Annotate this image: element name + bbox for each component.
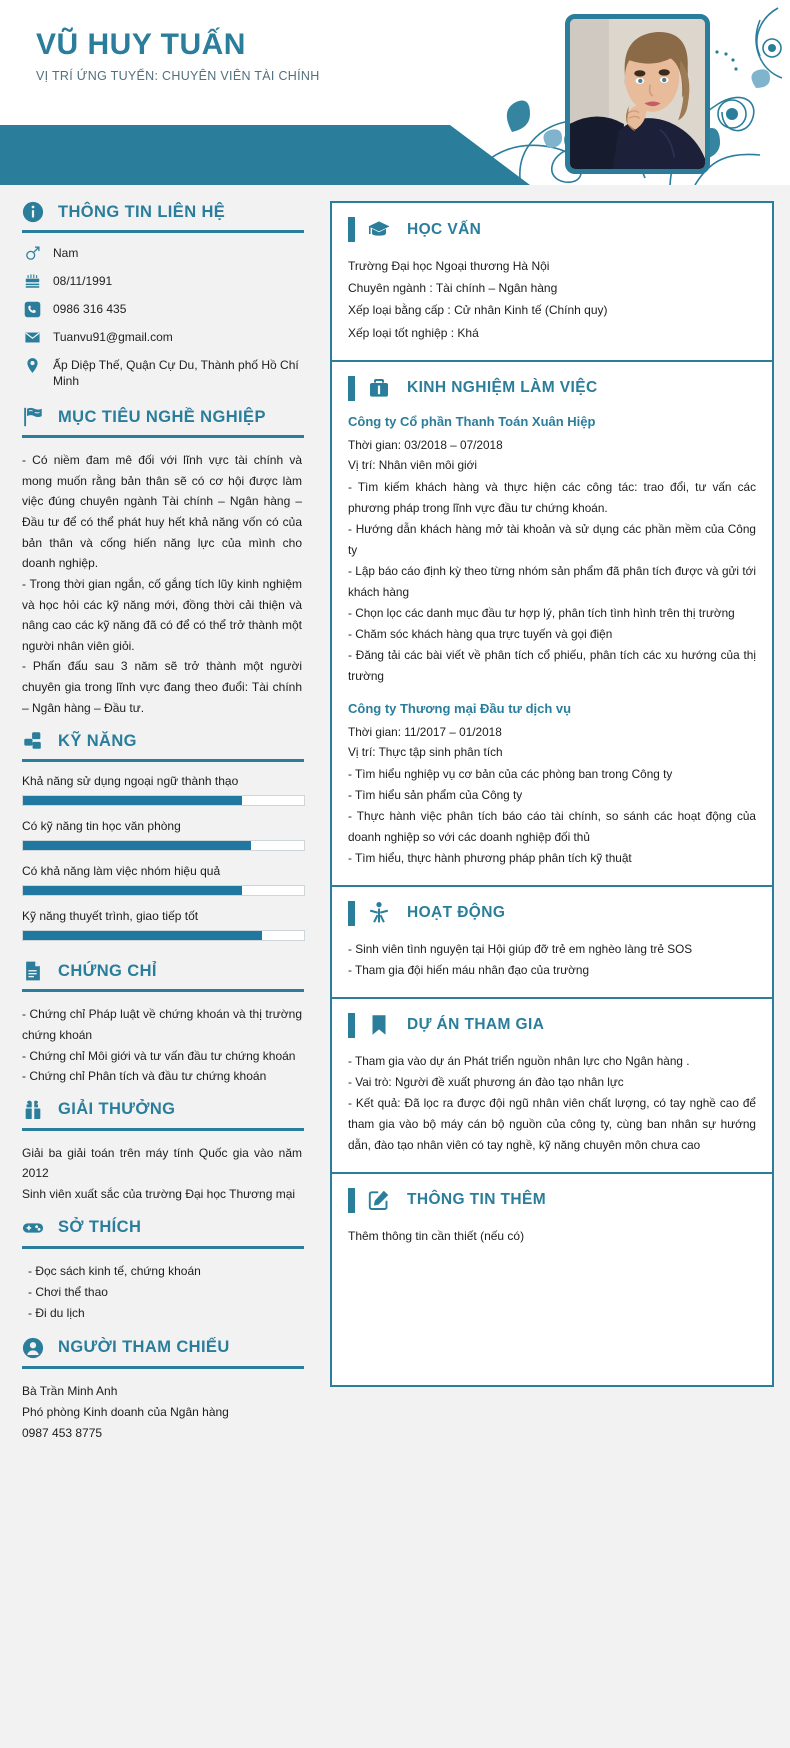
section-activities-header (348, 901, 756, 926)
phone-icon (24, 301, 41, 318)
section-experience-title: KINH NGHIỆM LÀM VIỆC (407, 379, 598, 397)
certificate-item: - Chứng chỉ Môi giới và tư vấn đầu tư chứng khoán (22, 1048, 296, 1063)
graduation-cap-icon (367, 218, 391, 242)
job-period: Thời gian: 03/2018 – 07/2018 (348, 437, 503, 452)
accent-bar (348, 1188, 355, 1213)
section-additional-header (348, 1188, 756, 1213)
birthday-cake-icon (24, 273, 41, 290)
edit-note-icon (367, 1188, 391, 1212)
section-references-header (22, 1337, 304, 1363)
accent-bar (348, 376, 355, 401)
section-projects-header (348, 1013, 756, 1038)
section-certificates (22, 960, 304, 1087)
job-bullet: - Tìm kiếm khách hàng và thực hiện các công tác: trao đổi, tư vấn các phương pháp trong lĩnh vực đầu tư chứng khoán. (348, 479, 756, 515)
cv-header (0, 0, 790, 185)
avatar (565, 14, 710, 174)
divider (22, 230, 304, 233)
activities-list (348, 939, 756, 981)
reference-details (22, 1381, 304, 1444)
objective-body (22, 450, 304, 718)
contact-value: 0986 316 435 (53, 302, 127, 316)
company-name: Công ty Cổ phần Thanh Toán Xuân Hiệp (348, 413, 596, 429)
cv-body (0, 185, 790, 1480)
skill-item (22, 864, 304, 896)
contact-item-birthday (24, 273, 304, 290)
section-awards (22, 1099, 304, 1205)
contact-value: Nam (53, 246, 79, 260)
name-block (36, 28, 320, 83)
awards-list (22, 1143, 304, 1205)
document-icon (22, 960, 44, 982)
project-item: - Kết quả: Đã lọc ra được đội ngũ nhân viên chất lượng, có tay nghề cao để tham gia vào bộ máy cán bộ nguồn của công ty, cùng ban nhân sự hướng dẫn, đào tạo nhân viên có tay nghề, kỹ năng chuyên môn chưa cao (348, 1095, 756, 1152)
section-references (22, 1337, 304, 1444)
job-bullet: - Tìm hiểu nghiệp vụ cơ bản của các phòng ban trong Công ty (348, 766, 673, 781)
section-certificates-title: CHỨNG CHỈ (58, 961, 157, 980)
divider (22, 1128, 304, 1131)
education-line: Xếp loại tốt nghiệp : Khá (348, 325, 479, 340)
section-activities-title: HOẠT ĐỘNG (407, 904, 506, 922)
header-color-band (0, 125, 560, 185)
skill-label: Có khả năng làm việc nhóm hiệu quả (22, 864, 221, 879)
hobby-item: - Đi du lịch (28, 1306, 85, 1321)
section-references-title: NGƯỜI THAM CHIẾU (58, 1338, 230, 1357)
activity-item: - Tham gia đội hiến máu nhân đạo của trường (348, 962, 590, 977)
additional-list (348, 1226, 756, 1247)
contact-item-address (24, 357, 304, 389)
reference-name: Bà Trần Minh Anh (22, 1383, 118, 1398)
contact-item-email (24, 329, 304, 346)
education-line: Chuyên ngành : Tài chính – Ngân hàng (348, 281, 558, 296)
divider (22, 989, 304, 992)
briefcase-icon (367, 376, 391, 400)
award-item: Giải ba giải toán trên máy tính Quốc gia vào năm 2012 (22, 1145, 302, 1181)
divider (22, 1366, 304, 1369)
hobbies-list (22, 1261, 304, 1325)
section-hobbies (22, 1217, 304, 1325)
experience-entry (348, 701, 756, 869)
skill-progress-bar (22, 930, 305, 941)
gamepad-icon (22, 1217, 44, 1239)
education-line: Trường Đại học Ngoại thương Hà Nội (348, 259, 550, 273)
education-line: Xếp loại bằng cấp : Cử nhân Kinh tế (Chính quy) (348, 303, 608, 318)
skill-item (22, 819, 304, 851)
skill-progress-bar (22, 840, 305, 851)
contact-value: Tuanvu91@gmail.com (53, 330, 173, 344)
right-content (320, 185, 790, 1415)
section-awards-title: GIẢI THƯỞNG (58, 1100, 176, 1119)
skill-progress-fill (23, 841, 251, 850)
person-circle-icon (22, 1337, 44, 1359)
accent-bar (348, 1013, 355, 1038)
section-objective-header (22, 406, 304, 432)
divider (22, 1246, 304, 1249)
project-item: - Tham gia vào dự án Phát triển nguồn nhân lực cho Ngân hàng . (348, 1053, 690, 1068)
section-education-header (348, 217, 756, 242)
certificate-item: - Chứng chỉ Pháp luật về chứng khoán và thị trường chứng khoán (22, 1007, 302, 1042)
award-item: Sinh viên xuất sắc của trường Đại học Thương mại (22, 1187, 296, 1202)
job-bullet: - Thực hành việc phân tích báo cáo tài chính, so sánh các hoạt động của doanh nghiệp so với các doanh nghiệp đối thủ (348, 808, 756, 844)
reference-role: Phó phòng Kinh doanh của Ngân hàng (22, 1404, 229, 1419)
card-education (330, 201, 774, 362)
info-icon (22, 201, 44, 223)
section-awards-header (22, 1099, 304, 1125)
certificate-item: - Chứng chỉ Phân tích và đầu tư chứng khoán (22, 1069, 267, 1084)
section-hobbies-title: SỞ THÍCH (58, 1218, 142, 1237)
skill-label: Kỹ năng thuyết trình, giao tiếp tốt (22, 909, 199, 924)
section-objective-title: MỤC TIÊU NGHỀ NGHIỆP (58, 407, 266, 426)
location-pin-icon (24, 357, 41, 374)
contact-list (22, 245, 304, 389)
section-certificates-header (22, 960, 304, 986)
section-objective (22, 406, 304, 718)
card-experience (330, 360, 774, 887)
additional-item: Thêm thông tin cần thiết (nếu có) (348, 1228, 525, 1243)
skill-progress-bar (22, 885, 305, 896)
section-contact-header (22, 201, 304, 227)
skill-label: Có kỹ năng tin học văn phòng (22, 819, 181, 834)
email-icon (24, 329, 41, 346)
blocks-icon (22, 730, 44, 752)
section-skills-title: KỸ NĂNG (58, 731, 137, 750)
hobby-item: - Đọc sách kinh tế, chứng khoán (28, 1263, 201, 1278)
section-skills-header (22, 730, 304, 756)
job-bullet-list (348, 477, 756, 687)
contact-value: Ấp Diệp Thế, Quận Cự Du, Thành phố Hồ Chí Minh (53, 358, 299, 388)
experience-entry (348, 414, 756, 687)
skill-progress-fill (23, 796, 242, 805)
profile-photo (570, 19, 705, 169)
accent-bar (348, 217, 355, 242)
divider (22, 759, 304, 762)
contact-item-phone (24, 301, 304, 318)
section-contact (22, 201, 304, 389)
skill-progress-bar (22, 795, 305, 806)
accent-bar (348, 901, 355, 926)
job-bullet: - Đăng tải các bài viết về phân tích cổ phiếu, phân tích các xu hướng của thị trường (348, 647, 756, 683)
job-bullet: - Tìm hiểu sản phẩm của Công ty (348, 787, 523, 802)
section-contact-title: THÔNG TIN LIÊN HỆ (58, 202, 226, 221)
left-sidebar (0, 185, 320, 1480)
bookmark-icon (367, 1013, 391, 1037)
section-experience-header (348, 376, 756, 401)
skill-label: Khả năng sử dụng ngoại ngữ thành thạo (22, 774, 239, 789)
job-bullet-list (348, 764, 756, 869)
skill-item (22, 774, 304, 806)
contact-value: 08/11/1991 (53, 274, 113, 288)
objective-paragraph: - Trong thời gian ngắn, cố gắng tích lũy kinh nghiệm và học hỏi các kỹ năng mới, đồng thời cải thiện và nâng cao các kỹ năng đã có để có thể trở thành một người nhân viên giỏi. (22, 576, 302, 653)
section-education-title: HỌC VẤN (407, 220, 482, 238)
card-activities (330, 885, 774, 999)
job-role: Vị trí: Nhân viên môi giới (348, 457, 478, 472)
job-bullet: - Lập báo cáo định kỳ theo từng nhóm sản phẩm đã phân tích được và gửi tới khách hàng (348, 563, 756, 599)
projects-list (348, 1051, 756, 1156)
activity-item: - Sinh viên tình nguyện tại Hội giúp đỡ trẻ em nghèo làng trẻ SOS (348, 941, 693, 956)
project-item: - Vai trò: Người đề xuất phương án đào tạo nhân lực (348, 1074, 624, 1089)
job-period: Thời gian: 11/2017 – 01/2018 (348, 724, 502, 739)
company-name: Công ty Thương mại Đầu tư dịch vụ (348, 700, 572, 716)
job-bullet: - Hướng dẫn khách hàng mở tài khoản và sử dụng các phần mềm của Công ty (348, 521, 756, 557)
job-bullet: - Chăm sóc khách hàng qua trực tuyến và gọi điện (348, 626, 613, 641)
reference-phone: 0987 453 8775 (22, 1425, 103, 1440)
card-projects (330, 997, 774, 1174)
job-bullet: - Tìm hiểu, thực hành phương pháp phân tích kỹ thuật (348, 850, 632, 865)
person-raised-arms-icon (367, 901, 391, 925)
education-list (348, 255, 756, 344)
gift-icon (22, 1099, 44, 1121)
section-skills (22, 730, 304, 941)
job-bullet: - Chọn lọc các danh mục đầu tư hợp lý, phân tích tình hình trên thị trường (348, 605, 735, 620)
skill-progress-fill (23, 931, 262, 940)
applied-position: VỊ TRÍ ỨNG TUYỂN: CHUYÊN VIÊN TÀI CHÍNH (36, 68, 320, 83)
objective-paragraph: - Có niềm đam mê đối với lĩnh vực tài chính và mong muốn rằng bản thân sẽ có cơ hội được làm việc đúng chuyên ngành Tài chính – Ngân hàng – Đầu tư để có thể phát huy hết khả năng vốn có của bản thân và cống hiến năng lực của mình cho doanh nghiệp. (22, 453, 302, 571)
flag-icon (22, 406, 44, 428)
skill-item (22, 909, 304, 941)
section-additional-title: THÔNG TIN THÊM (407, 1191, 547, 1209)
skill-progress-fill (23, 886, 242, 895)
divider (22, 435, 304, 438)
section-projects-title: DỰ ÁN THAM GIA (407, 1016, 545, 1034)
card-additional-info (330, 1172, 774, 1387)
candidate-name: VŨ HUY TUẤN (36, 28, 246, 61)
objective-paragraph: - Phấn đấu sau 3 năm sẽ trở thành một người chuyên gia trong lĩnh vực đang theo đuổi: Tài chính – Ngân hàng – Đầu tư. (22, 659, 302, 715)
contact-item-gender (24, 245, 304, 262)
gender-icon (24, 245, 41, 262)
job-role: Vị trí: Thực tập sinh phân tích (348, 744, 503, 759)
hobby-item: - Chơi thể thao (28, 1285, 108, 1300)
certificates-list (22, 1004, 304, 1087)
section-hobbies-header (22, 1217, 304, 1243)
